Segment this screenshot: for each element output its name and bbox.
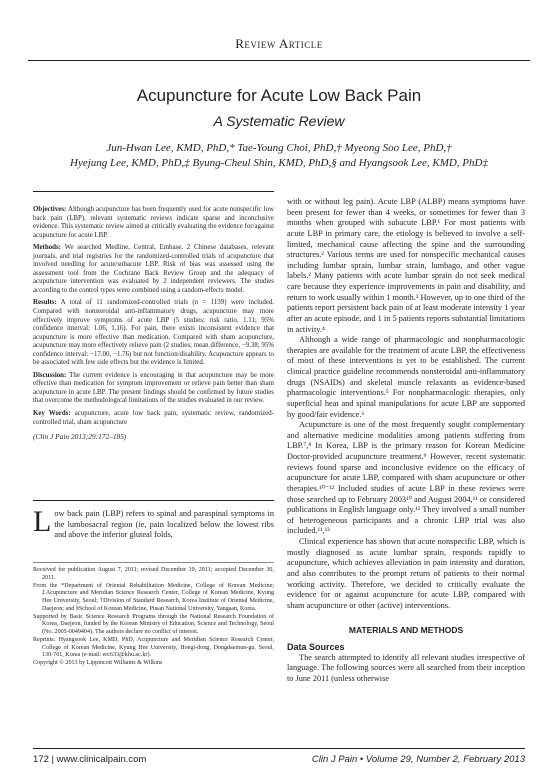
methods-heading: Methods: [33,244,61,252]
footnote-rule [33,562,274,563]
right-column [287,197,525,685]
body-paragraph-5: The search attempted to identify all relevant studies irrespective of language. The following sources were all searched from their inception to June 2011 (unless otherwise [287,652,525,683]
drop-cap: L [33,505,52,538]
abstract-keywords [33,410,274,427]
footer-journal-info: Clin J Pain • Volume 29, Number 2, February 2013 [311,754,525,765]
citation: (Clin J Pain 2013;29:172–185) [33,432,127,442]
footnote-received: Received for publication August 7, 2011; revised December 19, 2011; accepted December 30, 2011. [33,567,274,581]
article-subtitle: A Systematic Review [213,113,345,129]
results-text: A total of 11 randomized-controlled trials (n = 1139) were included. Compared with nonsteroidal anti-inflammatory drugs, acupuncture may more effectively improve symptoms of acute LBP (5 studies; risk ratio, 1.11; 95% confidence interval: 1.06, 1.16). For pain, there exists inconsistent evidence that acupuncture is more effective than medication. Compared with sham acupuncture, acupuncture may more effectively relieve pain (2 studies; mean difference, −9.38; 95% confidence interval: −17.00, −1.76) but not function/disability. Acupuncture appears to be associated with few side effects but the evidence is limited. [33,299,274,367]
keywords-heading: Key Words: [33,410,71,418]
discussion-text: The current evidence is encouraging in that acupuncture may be more effective than medication for symptom improvement or relieve pain better than sham acupuncture in acute LBP. The present findings should be confirmed by future studies that overcome the methodological limitations of the studies evaluated in our review. [33,371,274,405]
article-title: Acupuncture for Acute Low Back Pain [136,86,422,105]
footnotes [33,567,274,668]
page-footer [33,754,525,768]
objectives-text: Although acupuncture has been frequently used for acute nonspecific low back pain (LBP), relevant systematic reviews indicate sparse and inconclusive evidence. This systematic review aimed at critically evaluating the evidence for/against acupuncture for acute LBP. [33,206,274,239]
intro-paragraph [33,505,274,541]
abstract-discussion [33,372,274,406]
header-rule [28,60,530,61]
footnote-support: Supported by Basic Science Research Programs through the National Research Foundation of Korea, Daejeon, funded by the Korean Ministry of Education, Science and Technology, Seoul (No. 2005-0049404). The authors declare no conflict of interest. [33,613,274,635]
footnote-affiliations: From the *Department of Oriental Rehabilitation Medicine, College of Korean Medicine; ‡Acupuncture and Meridian Science Research Center, College of Korean Medicine, Kyung Hee University, Seoul; †Division of Standard Research, Korea Institute of Oriental Medicine, Daejeon; and §School of Korean Medicine, Pusan National University, Yangsan, Korea. [33,582,274,612]
discussion-heading: Discussion: [33,371,67,379]
abstract-methods [33,244,274,295]
footnote-reprints: Reprints: Hyangsook Lee, KMD, PhD, Acupuncture and Meridian Science Research Center, College of Korean Medicine, Kyung Hee University, Hoegi-dong, Dongdaemun-gu, Seoul, 130-701, Korea (e-mail: erc633@khu.ac.kr). [33,636,274,659]
subsection-heading: Data Sources [287,642,345,652]
footer-rule [33,748,525,749]
authors-line-1: Jun-Hwan Lee, KMD, PhD,* Tae-Young Choi, PhD,† Myeong Soo Lee, PhD,† [106,142,452,154]
abstract-objectives [33,206,274,240]
body-paragraph-4: Clinical experience has shown that acute nonspecific LBP, which is mostly diagnosed as acute lumbar sprain, responds rapidly to acupuncture, which achieves alleviation in pain intensity and duration, and also contributes to the prompt return of patients to their normal working activity. Therefore, we decided to critically evaluate the evidence for or against acupuncture for acute LBP, compared with sham acupuncture or other (active) interventions. [287,537,525,610]
authors-line-2: Hyejung Lee, KMD, PhD,‡ Byung-Cheul Shin, KMD, PhD,§ and Hyangsook Lee, KMD, PhD‡ [70,157,488,169]
abstract-results [33,299,274,367]
keywords-text: acupuncture, acute low back pain, systematic review, randomized-controlled trial, sham acupuncture [33,410,274,426]
abstract [33,206,274,446]
methods-text: We searched Medline, Central, Embase, 2 Chinese databases, relevant journals, and trial registries for the randomized-controlled trials of acupuncture that involved needling for acute/subacute LBP. Risk of bias was assessed using the assessment tool from the Cochrane Back Review Group and the adequacy of acupuncture intervention was evaluated by 2 independent reviewers. The studies according to the control types were combined using a random-effects model. [33,244,274,294]
body-paragraph-2: Although a wide range of pharmacologic and nonpharmacologic therapies are available for the treatment of acute LBP, the effectiveness of most of these interventions is yet to be established. The current clinical practice guideline recommends nonsteroidal anti-inflammatory drugs (NSAIDs) and skeletal muscle relaxants as evidence-based pharmacologic interventions.⁵ For nonpharmacologic therapies, only superficial heat and spinal manipulations for acute LBP are supported by good/fair evidence.⁶ [287,335,525,419]
footnote-copyright: Copyright © 2013 by Lippincott Williams & Wilkins [33,660,163,666]
abstract-top-rule [33,191,274,192]
results-heading: Results: [33,299,57,307]
section-label: Review Article [235,36,323,51]
intro-text: ow back pain (LBP) refers to spinal and paraspinal symptoms in the lumbosacral region (ie, pain localized below the lowest ribs and above the inferior gluteal folds, [54,509,274,539]
objectives-heading: Objectives: [33,206,67,213]
footer-page-url: 172 | www.clinicalpain.com [33,754,147,765]
body-paragraph-1: with or without leg pain). Acute LBP (ALBP) means symptoms have been present for fewer than 4 weeks, or sometimes for fewer than 3 months when grouped with subacute LBP.¹ For most patients with acute LBP in primary care, the etiology is believed to involve a self-limited, mechanical cause affecting the spine and the surrounding structures.² Various terms are used for nonspecific mechanical causes including lumbar sprain, lumbar strain, lumbago, and other vague labels.² Many patients with acute lumbar sprain do not seek medical care because they experience improvements in pain and disability, and return to work usually within 1 month.³ However, up to one third of the patients report persistent back pain of at least moderate intensity 1 year after an acute episode, and 1 in 5 patients reports substantial limitations in activity.⁴ [287,197,525,334]
abstract-bottom-rule [33,500,274,501]
body-paragraph-3: Acupuncture is one of the most frequently sought complementary and alternative medicine modalities among patients suffering from LBP.⁷,⁸ In Korea, LBP is the primary reason for Korean Medicine Doctor-provided acupuncture treatment.⁹ However, recent systematic reviews found sparse and inconclusive evidence on the efficacy of acupuncture for acute LBP, compared with sham acupuncture or other therapies.¹⁰⁻¹² Included studies of acute LBP in these reviews were those searched up to February 2003¹⁰ and August 2004,¹¹ or considered publications in English language only.¹² They involved a small number of heterogeneous participants and a chronic LBP trial was also included.¹¹,¹³ [287,420,525,536]
section-heading: MATERIALS AND METHODS [348,625,464,636]
